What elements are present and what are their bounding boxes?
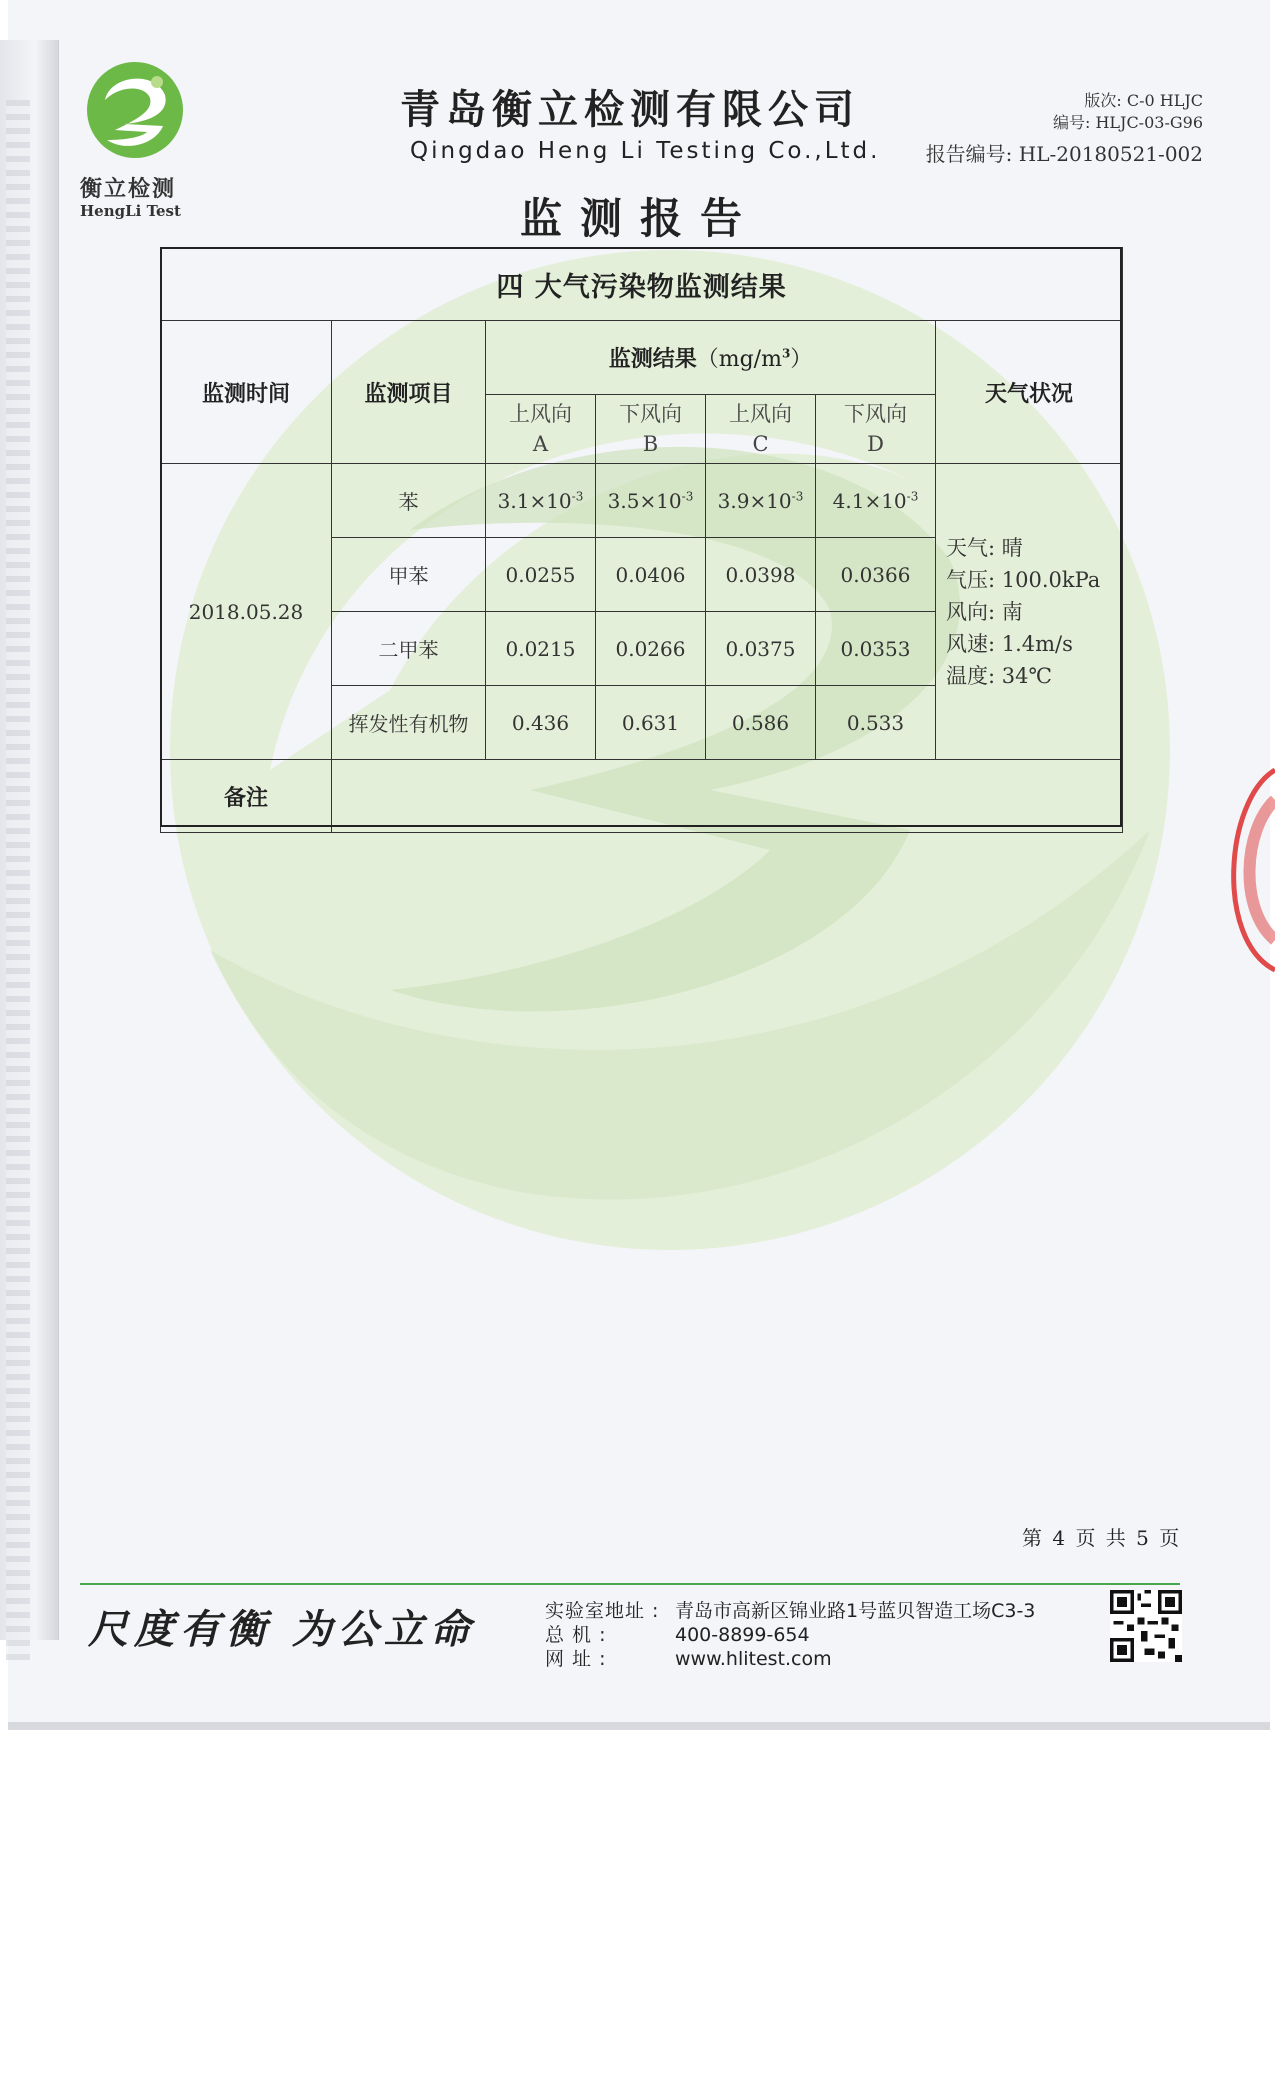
website-line [545, 1644, 832, 1671]
logo-text-en: HengLi Test [80, 202, 181, 220]
weather-pressure: 气压: 100.0kPa [946, 567, 1101, 592]
result-value: 3.1×10 [497, 488, 572, 513]
result-value: 4.1×10 [832, 488, 907, 513]
sampling-date: 2018.05.28 [161, 464, 332, 760]
point-code: A [532, 432, 549, 456]
company-name-en: Qingdao Heng Li Testing Co.,Ltd. [410, 138, 881, 164]
address-label: 实验室地址 : [545, 1600, 660, 1622]
footer-divider [80, 1583, 1180, 1585]
result-value: 0.0266 [596, 612, 706, 686]
section-title: 四 大气污染物监测结果 [161, 248, 1123, 321]
result-exponent: -3 [681, 488, 694, 503]
point-code: C [752, 432, 769, 456]
weather-wind-speed: 风速: 1.4m/s [946, 631, 1073, 656]
point-direction: 下风向 [844, 402, 907, 426]
report-number: 报告编号: HL-20180521-002 [925, 142, 1203, 166]
logo-text-cn: 衡立检测 [80, 176, 177, 202]
header-result: 监测结果$(mg/m^3)$ [486, 321, 936, 395]
weather-sky: 天气: 晴 [946, 535, 1023, 560]
result-exponent: -3 [571, 488, 584, 503]
website-label: 网 址 : [545, 1648, 607, 1670]
header-weather: 天气状况 [936, 321, 1123, 464]
point-direction: 下风向 [619, 402, 682, 426]
point-direction: 上风向 [509, 402, 572, 426]
point-code: D [867, 432, 884, 456]
scan-edge [8, 1722, 1270, 1730]
result-value: 0.586 [706, 686, 816, 760]
result-value: 0.0353 [816, 612, 936, 686]
result-value: 0.0375 [706, 612, 816, 686]
result-value: 0.533 [816, 686, 936, 760]
result-value: 3.9×10 [717, 488, 792, 513]
result-value: 3.5×10 [607, 488, 682, 513]
point-code: B [642, 432, 659, 456]
weather-wind-direction: 风向: 南 [946, 599, 1023, 624]
header-time: 监测时间 [161, 321, 332, 464]
red-seal-icon [1205, 760, 1275, 980]
unit-label: mg/m [718, 347, 782, 372]
point-direction: 上风向 [729, 402, 792, 426]
remark-label: 备注 [161, 760, 332, 833]
phone-value: 400-8899-654 [675, 1624, 810, 1646]
page-indicator: 第 4 页 共 5 页 [1022, 1526, 1182, 1550]
result-value: 0.0255 [486, 538, 596, 612]
report-title: 监测报告 [520, 194, 761, 243]
header-item: 监测项目 [332, 321, 486, 464]
company-name-cn: 青岛衡立检测有限公司 [400, 86, 860, 133]
result-value: 0.0398 [706, 538, 816, 612]
item-name: 挥发性有机物 [332, 686, 486, 760]
address-value: 青岛市高新区锦业路1号蓝贝智造工场C3-3 [675, 1600, 1036, 1622]
item-name: 甲苯 [332, 538, 486, 612]
table-outer-border [160, 247, 1122, 827]
qr-code-icon [1110, 1590, 1182, 1662]
binding-edge [6, 100, 30, 1660]
result-value: 0.0406 [596, 538, 706, 612]
doc-number: 编号: HLJC-03-G96 [1052, 113, 1203, 132]
version-label: 版次: C-0 HLJC [1084, 91, 1203, 110]
result-value: 0.631 [596, 686, 706, 760]
result-value: 0.0366 [816, 538, 936, 612]
item-name: 二甲苯 [332, 612, 486, 686]
result-value: 0.0215 [486, 612, 596, 686]
unit-exponent: 3 [781, 346, 791, 361]
company-slogan: 尺度有衡 为公立命 [88, 1606, 476, 1653]
result-value: 0.436 [486, 686, 596, 760]
result-exponent: -3 [791, 488, 804, 503]
lab-address [545, 1596, 1035, 1623]
website-value: www.hlitest.com [675, 1648, 832, 1670]
weather-temperature: 温度: 34℃ [946, 663, 1052, 688]
header-result-label: 监测结果 [608, 346, 697, 372]
result-exponent: -3 [906, 488, 919, 503]
phone-label: 总 机 : [545, 1624, 607, 1646]
page-binding [0, 40, 59, 1640]
hengli-logo-icon [85, 60, 185, 160]
item-name: 苯 [332, 464, 486, 538]
phone-line [545, 1620, 810, 1647]
